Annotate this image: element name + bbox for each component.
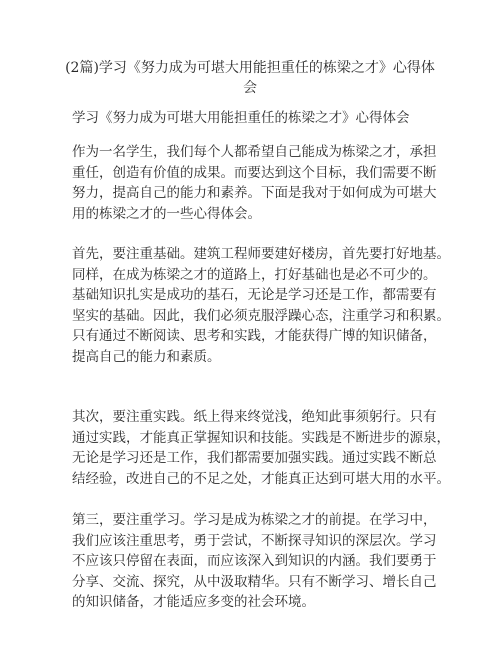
paragraph-learning	[72, 510, 444, 613]
paragraph-practice	[72, 407, 450, 489]
paragraph-line: 分享、交流、探究，从中汲取精华。只有不断学习、增长自己	[72, 573, 437, 590]
paragraph-line: 重任，创造有价值的成果。而要达到这个目标，我们需要不断	[72, 164, 437, 181]
paragraph-line: 努力，提高自己的能力和素养。下面是我对于如何成为可堪大	[72, 185, 437, 201]
paragraph-line: 同样，在成为栋梁之才的道路上，打好基础也是必不可少的。	[72, 266, 437, 283]
paragraph-line: 无论是学习还是工作，我们都需要加强实践。通过实践不断总	[72, 450, 437, 466]
paragraph-line: 我们应该注重思考，勇于尝试，不断探寻知识的深层次。学习	[72, 532, 437, 549]
paragraph-intro	[72, 142, 444, 224]
document-title	[60, 58, 440, 98]
paragraph-line: 的知识储备，才能适应多变的社会环境。	[72, 594, 315, 610]
document-subtitle: 学习《努力成为可堪大用能担重任的栋梁之才》心得体会	[72, 110, 410, 126]
paragraph-line: 作为一名学生，我们每个人都希望自己能成为栋梁之才，承担	[72, 144, 437, 160]
paragraph-line: 不应该只停留在表面，而应该深入到知识的内涵。我们要勇于	[72, 553, 437, 569]
paragraph-foundation	[72, 244, 450, 367]
paragraph-line: 第三，要注重学习。学习是成为栋梁之才的前提。在学习中，	[72, 512, 437, 528]
paragraph-line: 坚实的基础。因此，我们必须克服浮躁心态，注重学习和积累。	[72, 307, 450, 324]
paragraph-line: 提高自己的能力和素质。	[72, 348, 221, 365]
paragraph-line: 用的栋梁之才的一些心得体会。	[72, 205, 261, 222]
paragraph-line: 基础知识扎实是成功的基石，无论是学习还是工作，都需要有	[72, 287, 437, 303]
paragraph-line: 首先，要注重基础。建筑工程师要建好楼房，首先要打好地基。	[72, 246, 450, 262]
paragraph-line: 只有通过不断阅读、思考和实践，才能获得广博的知识储备，	[72, 328, 437, 344]
paragraph-line: 结经验，改进自己的不足之处，才能真正达到可堪大用的水平。	[72, 470, 450, 487]
document-title-line: (2篇)学习《努力成为可堪大用能担重任的栋梁之才》心得体	[65, 60, 435, 76]
paragraph-line: 通过实践，才能真正掌握知识和技能。实践是不断进步的源泉，	[72, 429, 450, 446]
document-title-line: 会	[243, 80, 257, 96]
paragraph-line: 其次，要注重实践。纸上得来终觉浅，绝知此事须躬行。只有	[72, 409, 437, 425]
